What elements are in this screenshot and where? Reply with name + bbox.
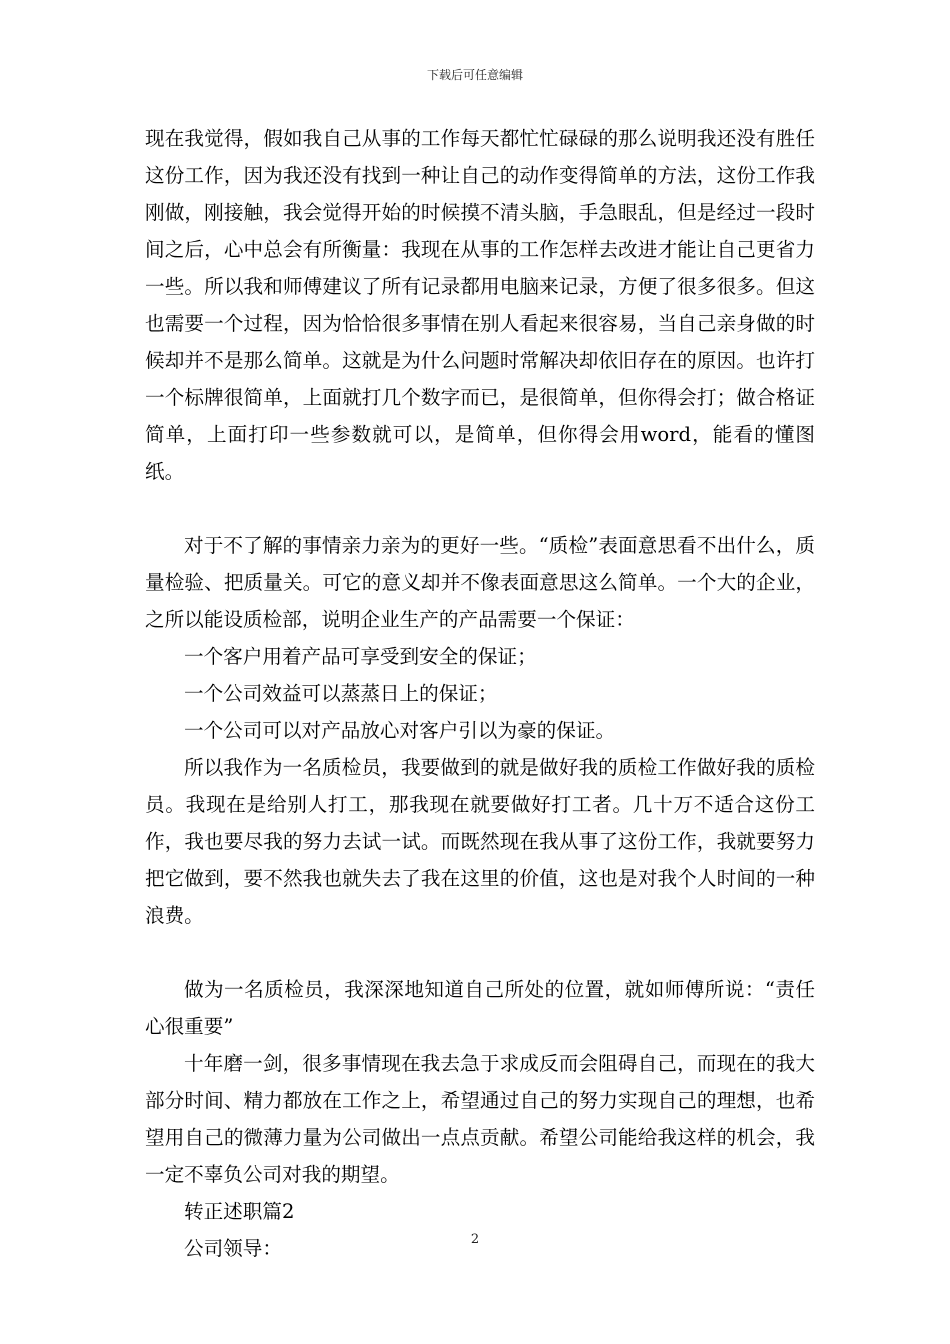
page-header: 下载后可任意编辑 [426, 68, 523, 82]
paragraph-3: 一个客户用着产品可享受到安全的保证； [184, 645, 537, 668]
section-heading: 转正述职篇2 [184, 1200, 295, 1223]
paragraph-6: 所以我作为一名质检员，我要做到的就是做好我的质检工作做好我的质检员。我现在是给别人打工，那我现在就要做好打工者。几十万不适合这份工作，我也要尽我的努力去试一试。而既然现在我从事了这份工作，我就要努力把它做到，要不然我也就失去了我在这里的价值，这也是对我个人时间的一种浪费。 [145, 756, 815, 927]
paragraph-gap [145, 490, 815, 527]
paragraph-1: 现在我觉得，假如我自己从事的工作每天都忙忙碌碌的那么说明我还没有胜任这份工作，因为我还没有找到一种让自己的动作变得简单的方法，这份工作我刚做，刚接触，我会觉得开始的时候摸不清头脑，手急眼乱，但是经过一段时间之后，心中总会有所衡量：我现在从事的工作怎样去改进才能让自己更省力一些。所以我和师傅建议了所有记录都用电脑来记录，方便了很多很多。但这也需要一个过程，因为恰恰很多事情在别人看起来很容易，当自己亲身做的时候却并不是那么简单。这就是为什么问题时常解决却依旧存在的原因。也许打一个标牌很简单，上面就打几个数字而已，是很简单，但你得会打；做合格证简单，上面打印一些参数就可以，是简单，但你得会用word，能看的懂图纸。 [145, 127, 815, 483]
document-body [145, 120, 815, 1267]
paragraph-8: 十年磨一剑，很多事情现在我去急于求成反而会阻碍自己，而现在的我大部分时间、精力都放在工作之上，希望通过自己的努力实现自己的理想，也希望用自己的微薄力量为公司做出一点点贡献。希望公司能给我这样的机会，我一定不辜负公司对我的期望。 [145, 1052, 815, 1186]
paragraph-5: 一个公司可以对产品放心对客户引以为豪的保证。 [184, 719, 616, 742]
paragraph-7: 做为一名质检员，我深深地知道自己所处的位置，就如师傅所说：“责任心很重要” [145, 978, 815, 1038]
paragraph-gap [145, 934, 815, 971]
paragraph-2: 对于不了解的事情亲力亲为的更好一些。“质检”表面意思看不出什么，质量检验、把质量关。可它的意义却并不像表面意思这么简单。一个大的企业，之所以能设质检部，说明企业生产的产品需要一个保证： [145, 534, 815, 631]
paragraph-4: 一个公司效益可以蒸蒸日上的保证； [184, 682, 498, 705]
salutation: 公司领导： [184, 1237, 282, 1260]
page-number: 2 [470, 1232, 480, 1247]
